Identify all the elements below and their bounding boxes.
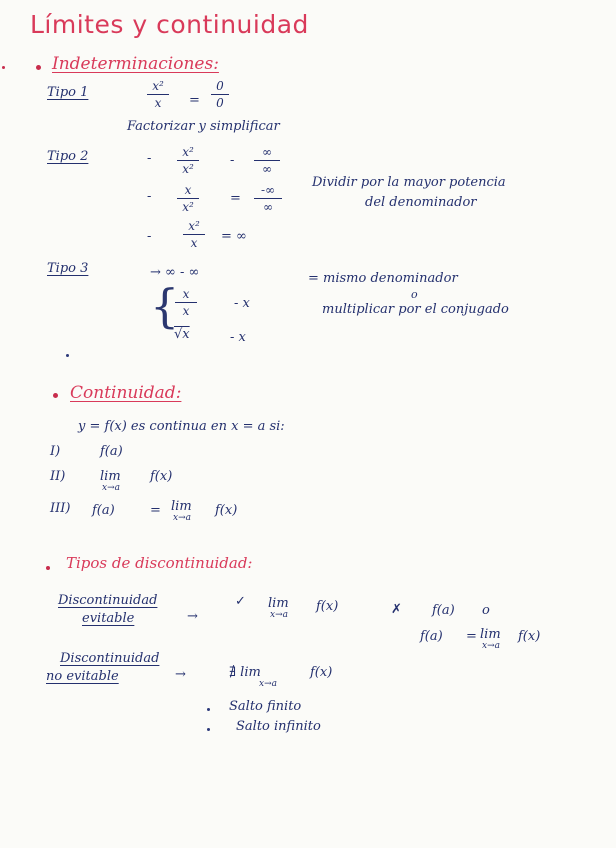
cross-icon: ✗ [391,602,402,617]
evitable-alt-lim: lim [480,627,501,642]
tipo3-note-line1: = mismo denominador [308,271,458,286]
tipo1-note: Factorizar y simplificar [127,119,280,134]
tipo2-res-3: = ∞ [221,229,247,244]
tipo3-label: Tipo 3 [47,261,89,276]
no-evitable-limit [229,666,277,689]
tipo2-res-2 [254,184,282,213]
evitable-fx: f(x) [316,599,339,614]
tipo2-label: Tipo 2 [47,149,89,164]
list-bullet [207,708,210,711]
tipo2-frac-1 [177,146,199,175]
no-evitable-label-2: no evitable [46,669,119,684]
tipo3-f-den: x [182,304,190,318]
evitable-label-2: evitable [82,611,135,626]
list-bullet [207,728,210,731]
evitable-fa: f(a) [432,603,455,618]
evitable-alt-limit [480,628,501,651]
cond2-limit [100,470,121,493]
continuidad-heading: Continuidad: [70,383,182,403]
tipo1-result [211,80,229,109]
tipo1-res-den: 0 [216,96,224,110]
check-icon: ✓ [235,594,246,609]
evitable-lim: lim [268,596,289,611]
cond1-label: I) [50,444,61,459]
no-evitable-arrow: → [175,667,186,682]
indeterminaciones-heading: Indeterminaciones: [52,54,219,74]
tipo3-brace: { [150,279,180,333]
cond3-fx: f(x) [215,503,238,518]
page-title: Límites y continuidad [30,10,309,39]
evitable-sub: x→a [270,610,288,620]
cond1-expr: f(a) [100,444,123,459]
tipos-discontinuidad-heading: Tipos de discontinuidad: [66,554,253,572]
tipo2-f3-den: x [190,236,198,250]
tipo2-f1-res-num: ∞ [262,145,272,159]
tipo2-f2-num: x [184,183,192,197]
tipo2-f3-num: x² [188,219,200,233]
tipo2-f1-res-den: ∞ [262,162,272,176]
tipo2-f1-den: x² [182,162,194,176]
salto-finito: Salto finito [229,699,302,714]
tipo3-arrow-expr: → ∞ - ∞ [150,265,200,280]
evitable-limit [268,597,289,620]
evitable-arrow: → [187,609,198,624]
section-bullet [46,566,50,570]
evitable-alt-fx: f(x) [518,629,541,644]
cond3-limit [171,500,192,523]
cond2-sub: x→a [102,483,120,493]
tipo3-note-line2: multiplicar por el conjugado [322,302,509,317]
section-bullet [36,65,41,70]
no-evitable-nexists-lim: ∄ lim [229,665,261,680]
continuidad-statement: y = f(x) es continua en x = a si: [78,419,285,434]
cond3-eq: = [150,503,161,518]
tipo1-label: Tipo 1 [47,85,89,100]
section-bullet [53,393,58,398]
tipo2-f1-num: x² [182,145,194,159]
no-evitable-sub: x→a [259,679,277,689]
tipo2-dash-2: - [147,189,152,204]
tipo3-minus-x-2: - x [230,330,246,345]
no-evitable-fx: f(x) [310,665,333,680]
cond3-lim: lim [171,499,192,514]
no-evitable-label-1: Discontinuidad [60,651,160,666]
tipo2-f2-res-num: -∞ [260,183,276,197]
salto-infinito: Salto infinito [236,719,321,734]
tipo3-sqrt: √x [174,327,190,342]
tipo2-note-line2: del denominador [365,195,477,210]
tipo2-dash-3: - [147,229,152,244]
tipo2-note-line1: Dividir por la mayor potencia [312,175,506,190]
evitable-alt-fa: f(a) [420,629,443,644]
tipo3-minus-x-1: - x [234,296,250,311]
cond3-sub: x→a [173,513,191,523]
cond2-lim: lim [100,469,121,484]
margin-dot [2,66,5,69]
tipo3-frac [175,288,197,317]
tipo3-note-o: o [411,288,418,301]
cond2-fx: f(x) [150,469,173,484]
tipo1-fraction [147,80,169,109]
tipo2-f2-den: x² [182,200,194,214]
tipo1-equals: = [189,93,200,108]
evitable-alt-eq: = [466,629,477,644]
tipo2-dash-1b: - [230,153,235,168]
cond3-label: III) [50,501,71,516]
evitable-alt-sub: x→a [482,641,500,651]
tipo2-frac-2 [177,184,199,213]
tipo2-res-1 [254,146,280,175]
evitable-o: o [482,603,490,618]
tipo3-f-num: x [182,287,190,301]
tipo2-dash-1: - [147,151,152,166]
tipo2-frac-3 [183,220,205,249]
cond3-fa: f(a) [92,503,115,518]
tipo2-f2-res-den: ∞ [263,200,273,214]
tipo1-res-num: 0 [216,79,224,93]
tipo1-frac-num: x² [152,79,164,93]
stray-dot [66,354,69,357]
tipo2-equals: = [230,191,241,206]
evitable-label-1: Discontinuidad [58,593,158,608]
cond2-label: II) [50,469,66,484]
tipo1-frac-den: x [154,96,162,110]
